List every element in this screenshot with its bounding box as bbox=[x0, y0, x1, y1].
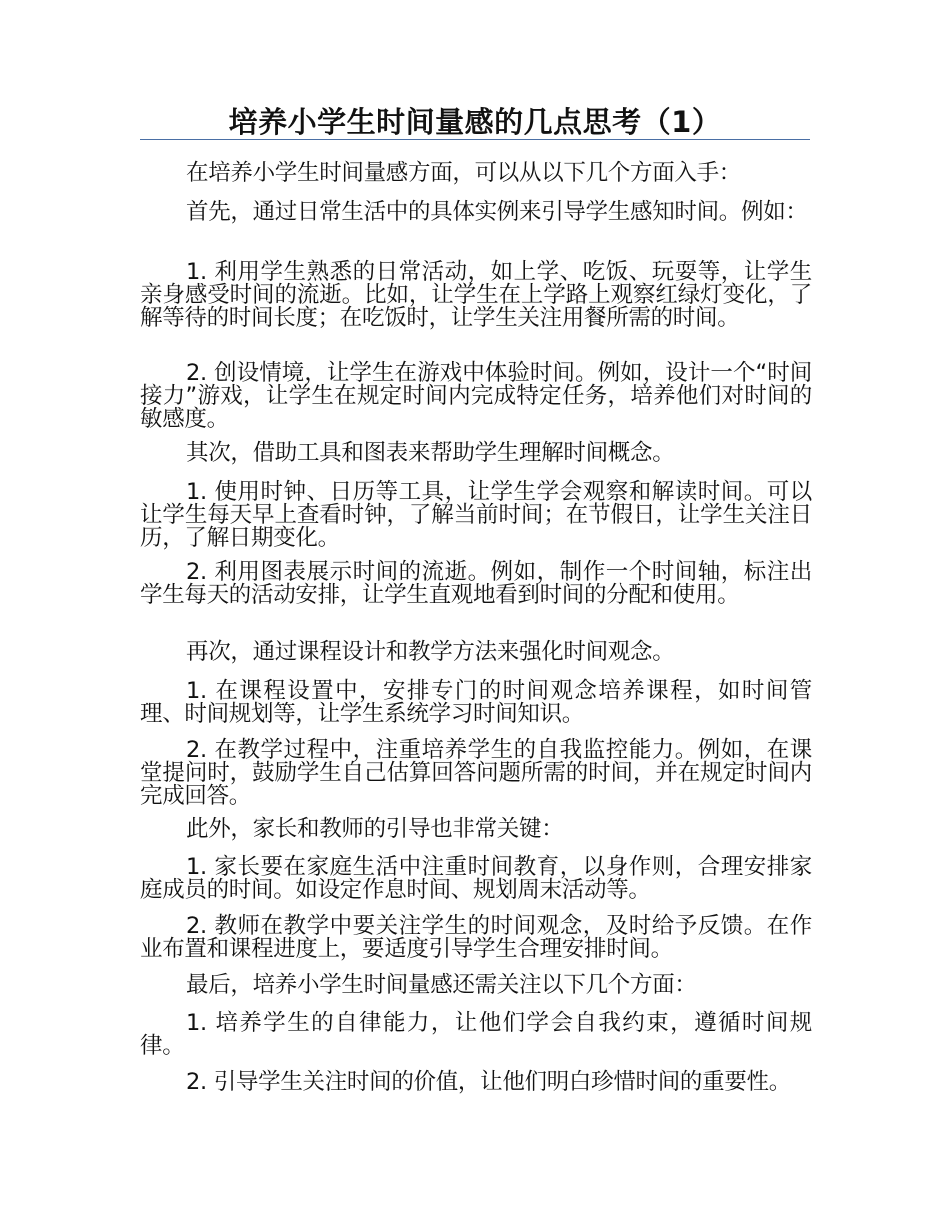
paragraph-list-item: 2. 利用图表展示时间的流逝。例如，制作一个时间轴，标注出学生每天的活动安排，让学生直观地看到时间的分配和使用。 bbox=[140, 559, 812, 608]
title-underline bbox=[140, 139, 810, 140]
paragraph-third-point: 再次，通过课程设计和教学方法来强化时间观念。 bbox=[186, 639, 675, 665]
paragraph-list-item: 2. 创设情境，让学生在游戏中体验时间。例如，设计一个“时间接力”游戏，让学生在规定时间内完成特定任务，培养他们对时间的敏感度。 bbox=[140, 360, 812, 432]
paragraph-list-item: 2. 引导学生关注时间的价值，让他们明白珍惜时间的重要性。 bbox=[186, 1069, 791, 1095]
paragraph-fourth-point: 此外，家长和教师的引导也非常关键： bbox=[186, 816, 564, 842]
paragraph-first-point: 首先，通过日常生活中的具体实例来引导学生感知时间。例如： bbox=[186, 199, 808, 225]
paragraph-list-item: 1. 使用时钟、日历等工具，让学生学会观察和解读时间。可以让学生每天早上查看时钟，了解当前时间；在节假日，让学生关注日历，了解日期变化。 bbox=[140, 479, 812, 551]
paragraph-second-point: 其次，借助工具和图表来帮助学生理解时间概念。 bbox=[186, 440, 675, 466]
paragraph-list-item: 2. 教师在教学中要关注学生的时间观念，及时给予反馈。在作业布置和课程进度上，要适度引导学生合理安排时间。 bbox=[140, 913, 812, 962]
document-title: 培养小学生时间量感的几点思考（1） bbox=[228, 105, 722, 139]
paragraph-final-point: 最后，培养小学生时间量感还需关注以下几个方面： bbox=[186, 972, 697, 998]
paragraph-list-item: 1. 培养学生的自律能力，让他们学会自我约束，遵循时间规律。 bbox=[140, 1010, 812, 1059]
paragraph-list-item: 2. 在教学过程中，注重培养学生的自我监控能力。例如，在课堂提问时，鼓励学生自己估算回答问题所需的时间，并在规定时间内完成回答。 bbox=[140, 737, 812, 809]
paragraph-list-item: 1. 利用学生熟悉的日常活动，如上学、吃饭、玩耍等，让学生亲身感受时间的流逝。比如，让学生在上学路上观察红绿灯变化，了解等待的时间长度；在吃饭时，让学生关注用餐所需的时间。 bbox=[140, 259, 812, 331]
paragraph-list-item: 1. 在课程设置中，安排专门的时间观念培养课程，如时间管理、时间规划等，让学生系统学习时间知识。 bbox=[140, 678, 812, 727]
paragraph-list-item: 1. 家长要在家庭生活中注重时间教育，以身作则，合理安排家庭成员的时间。如设定作息时间、规划周末活动等。 bbox=[140, 854, 812, 903]
paragraph-intro: 在培养小学生时间量感方面，可以从以下几个方面入手： bbox=[186, 160, 742, 186]
